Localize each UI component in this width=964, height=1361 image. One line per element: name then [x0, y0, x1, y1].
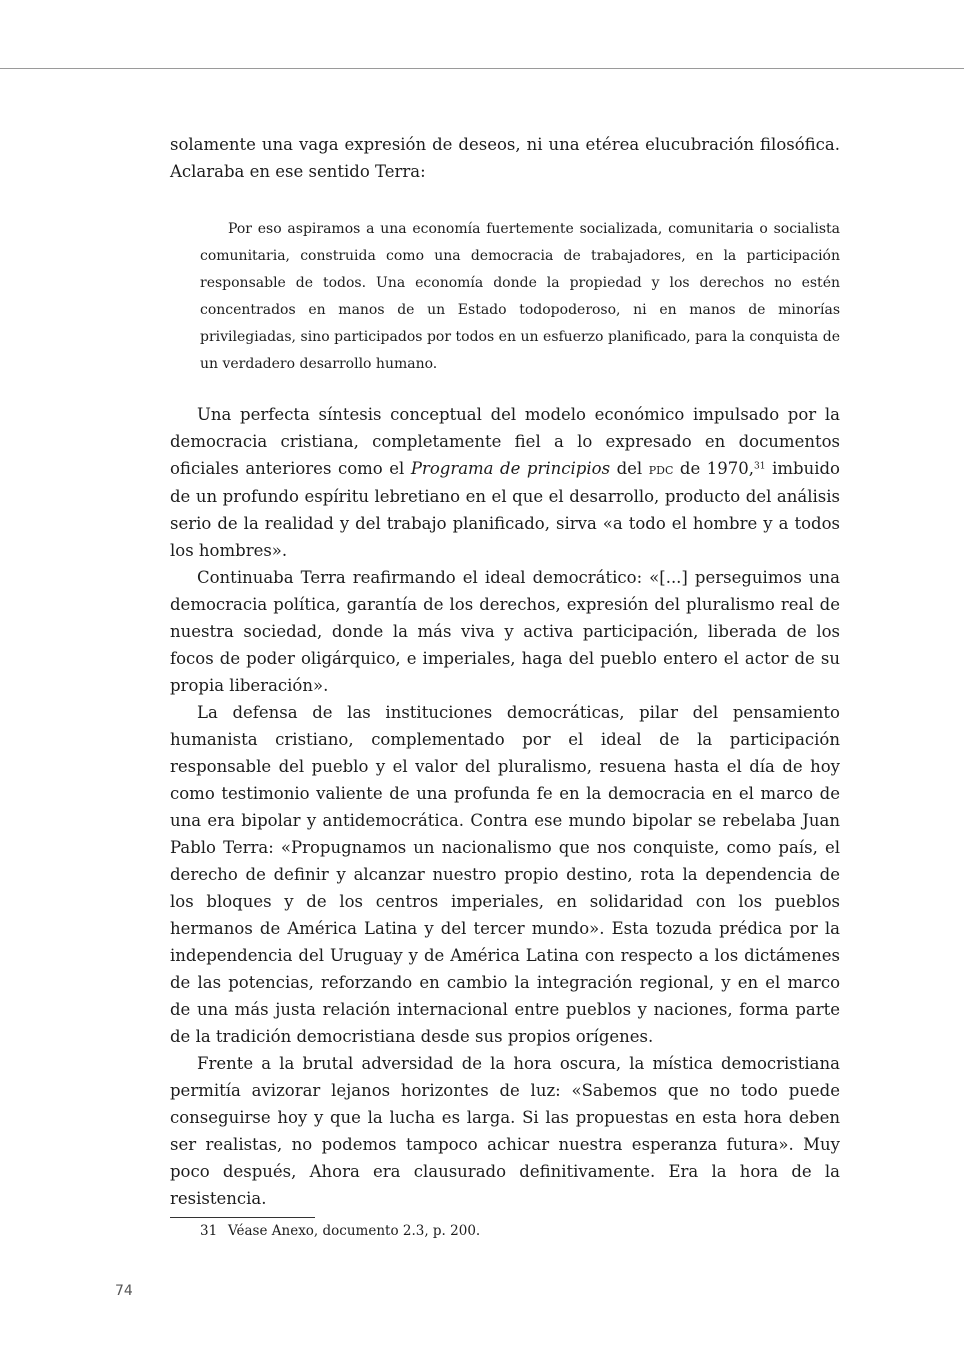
- block-quote-text: Por eso aspiramos a una economía fuertemente socializada, comunitaria o socialista comunitaria, construida como una democracia de trabajadores, en la participación responsable de todos. Una economía donde la propiedad y los derechos no estén concentrados en manos de un Estado todopoderoso, ni en manos de minorías privilegiadas, sino participados por todos en un esfuerzo planificado, para la conquista de un verdadero desarrollo humano.: [200, 221, 840, 372]
- footnote-reference[interactable]: 31: [754, 461, 766, 472]
- footnote-number: 31: [200, 1223, 218, 1239]
- paragraph-1: [170, 401, 840, 564]
- paragraph-1-italic-title: Programa de principios: [410, 459, 611, 478]
- continued-paragraph: [170, 131, 840, 185]
- footnote-text: Véase Anexo, documento 2.3, p. 200.: [228, 1223, 481, 1239]
- paragraph-1-text-b: del: [610, 459, 649, 478]
- page-number: 74: [115, 1283, 133, 1299]
- footnote: [200, 1220, 480, 1242]
- paragraph-1-text-d: imbuido de un profundo espíritu lebretiano en el que el desarrollo, producto del análisis serio de la realidad y del trabajo planificado, sirva «a todo el hombre y a todos los hombres».: [170, 459, 840, 560]
- footnote-rule: [170, 1217, 315, 1218]
- paragraph-2: Continuaba Terra reafirmando el ideal democrático: «[...] perseguimos una democracia política, garantía de los derechos, expresión del pluralismo real de nuestra sociedad, donde la más viva y activa participación, liberada de los focos de poder oligárquico, e imperiales, haga del pueblo entero el actor de su propia liberación».: [170, 568, 840, 695]
- header-rule: [0, 68, 964, 69]
- paragraph-3: La defensa de las instituciones democráticas, pilar del pensamiento humanista cristiano, complementado por el ideal de la participación responsable del pueblo y el valor del pluralismo, resuena hasta el día de hoy como testimonio valiente de una profunda fe en la democracia en el marco de una era bipolar y antidemocrática. Contra ese mundo bipolar se rebelaba Juan Pablo Terra: «Propugnamos un nacionalismo que nos conquiste, como país, el derecho de definir y alcanzar nuestro propio destino, rota la dependencia de los bloques y de los centros imperiales, en solidaridad con los pueblos hermanos de América Latina y del tercer mundo». Esta tozuda prédica por la independencia del Uruguay y de América Latina con respecto a los dictámenes de las potencias, reforzando en cambio la integración regional, y en el marco de una más justa relación internacional entre pueblos y naciones, forma parte de la tradición democristiana desde sus propios orígenes.: [170, 703, 840, 1046]
- paragraph-1-text-a: Una perfecta síntesis conceptual del modelo económico impulsado por la democracia cristiana, completamente fiel a lo expresado en documentos oficiales anteriores como el: [170, 405, 840, 478]
- paragraph-1-abbreviation: pdc: [648, 460, 674, 478]
- body-text: [170, 401, 840, 1212]
- paragraph-1-text-c: de 1970,: [673, 459, 755, 478]
- block-quote: [200, 216, 840, 378]
- continued-line-1: solamente una vaga expresión de deseos, ni una etérea elucubración filosófica.: [170, 135, 840, 154]
- paragraph-4: Frente a la brutal adversidad de la hora oscura, la mística democristiana permitía avizorar lejanos horizontes de luz: «Sabemos que no todo puede conseguirse hoy y que la lucha es larga. Si las propuestas en esta hora deben ser realistas, no podemos tampoco achicar nuestra esperanza futura». Muy poco después, Ahora era clausurado definitivamente. Era la hora de la resistencia.: [170, 1054, 840, 1208]
- continued-line-2: Aclaraba en ese sentido Terra:: [170, 162, 426, 181]
